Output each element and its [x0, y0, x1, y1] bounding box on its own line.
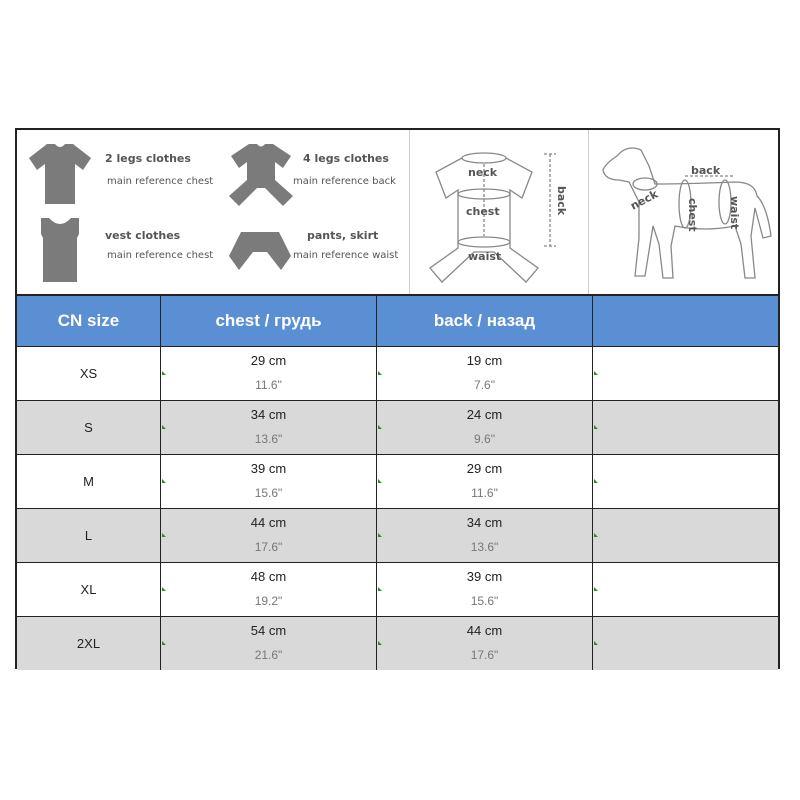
- table-body: [17, 346, 778, 670]
- cell-marker: [378, 587, 382, 591]
- table-row: [17, 508, 778, 562]
- empty-cell: [592, 455, 778, 508]
- measurement-guide: [17, 130, 778, 294]
- column-header-size: CN size: [57, 311, 120, 330]
- back-inch: 11.6": [471, 486, 498, 500]
- back-inch: 15.6": [470, 594, 499, 608]
- table-row: [17, 562, 778, 616]
- waist-label: waist: [468, 250, 502, 263]
- chest-cell: [160, 509, 376, 562]
- chest-cm: 34 cm: [250, 407, 287, 422]
- column-header-chest: chest / грудь: [160, 296, 376, 346]
- cell-marker: [594, 641, 598, 645]
- size-table: [17, 294, 778, 670]
- back-cell: [376, 347, 592, 400]
- empty-cell: [592, 347, 778, 400]
- cell-marker: [162, 479, 166, 483]
- cell-marker: [162, 425, 166, 429]
- dog-waist-label: waist: [728, 196, 741, 230]
- cell-marker: [162, 587, 166, 591]
- cell-marker: [594, 587, 598, 591]
- cell-marker: [162, 533, 166, 537]
- cell-marker: [378, 479, 382, 483]
- back-inch: 13.6": [470, 540, 499, 554]
- back-inch: 9.6": [474, 432, 495, 446]
- cell-marker: [162, 641, 166, 645]
- chest-inch: 11.6": [255, 378, 282, 392]
- back-cell: [376, 617, 592, 670]
- dog-measure-diagram: [589, 130, 778, 294]
- chest-cell: [160, 401, 376, 454]
- table-row: [17, 400, 778, 454]
- cell-marker: [594, 533, 598, 537]
- dog-neck-label: neck: [628, 187, 661, 213]
- cell-marker: [378, 533, 382, 537]
- cell-marker: [594, 479, 598, 483]
- back-cm: 29 cm: [466, 461, 503, 476]
- cell-marker: [378, 425, 382, 429]
- back-label: back: [555, 186, 568, 216]
- chest-cm: 29 cm: [250, 353, 287, 368]
- cell-marker: [594, 425, 598, 429]
- legend-reference: main reference chest: [107, 176, 214, 187]
- cell-marker: [378, 641, 382, 645]
- back-cm: 19 cm: [466, 353, 503, 368]
- back-cm: 24 cm: [466, 407, 503, 422]
- size-cell: XL: [80, 582, 97, 597]
- tshirt-icon: [27, 140, 93, 206]
- chest-cm: 54 cm: [250, 623, 287, 638]
- cell-marker: [162, 371, 166, 375]
- chest-inch: 17.6": [254, 540, 283, 554]
- table-row: [17, 616, 778, 670]
- legend-title: 2 legs clothes: [105, 152, 191, 165]
- vest-icon: [37, 214, 83, 284]
- neck-label: neck: [468, 166, 498, 179]
- size-cell: L: [84, 528, 93, 543]
- back-cm: 34 cm: [466, 515, 503, 530]
- size-cell: 2XL: [76, 636, 101, 651]
- legend-reference: main reference back: [293, 176, 396, 187]
- legend-title: 4 legs clothes: [303, 152, 389, 165]
- legend-title: vest clothes: [105, 229, 181, 242]
- chest-inch: 13.6": [254, 432, 283, 446]
- table-row: [17, 346, 778, 400]
- cell-marker: [594, 371, 598, 375]
- empty-cell: [592, 617, 778, 670]
- cell-marker: [378, 371, 382, 375]
- dog-outline-icon: [595, 140, 775, 288]
- chest-inch: 19.2": [254, 594, 283, 608]
- chest-label: chest: [466, 205, 500, 218]
- table-header-row: [17, 294, 778, 346]
- empty-cell: [592, 401, 778, 454]
- back-cm: 39 cm: [466, 569, 503, 584]
- column-header-empty: [592, 296, 778, 346]
- chest-cm: 44 cm: [250, 515, 287, 530]
- legend-reference: main reference chest: [107, 250, 214, 261]
- chest-cell: [160, 563, 376, 616]
- chest-cell: [160, 347, 376, 400]
- dog-chest-label: chest: [686, 198, 699, 232]
- back-inch: 17.6": [470, 648, 499, 662]
- table-row: [17, 454, 778, 508]
- size-cell: M: [83, 474, 94, 489]
- back-cell: [376, 455, 592, 508]
- chest-cell: [160, 617, 376, 670]
- size-cell: XS: [79, 366, 98, 381]
- garment-outline-icon: [416, 136, 576, 286]
- empty-cell: [592, 563, 778, 616]
- dog-back-label: back: [691, 164, 721, 177]
- size-cell: S: [84, 420, 93, 435]
- column-header-back: back / назад: [376, 296, 592, 346]
- chest-cell: [160, 455, 376, 508]
- back-cm: 44 cm: [466, 623, 503, 638]
- legend-title: pants, skirt: [307, 229, 379, 242]
- back-cell: [376, 401, 592, 454]
- garment-measure-diagram: [410, 130, 588, 294]
- back-cell: [376, 509, 592, 562]
- chest-cm: 48 cm: [250, 569, 287, 584]
- back-cell: [376, 563, 592, 616]
- empty-cell: [592, 509, 778, 562]
- chest-inch: 21.6": [254, 648, 283, 662]
- back-inch: 7.6": [474, 378, 495, 392]
- chest-inch: 15.6": [254, 486, 283, 500]
- pants-icon: [227, 230, 293, 272]
- size-chart: [15, 128, 780, 669]
- chest-cm: 39 cm: [250, 461, 287, 476]
- garment-type-legend: [17, 130, 409, 294]
- legend-reference: main reference waist: [293, 250, 399, 261]
- jumpsuit-icon: [223, 140, 299, 208]
